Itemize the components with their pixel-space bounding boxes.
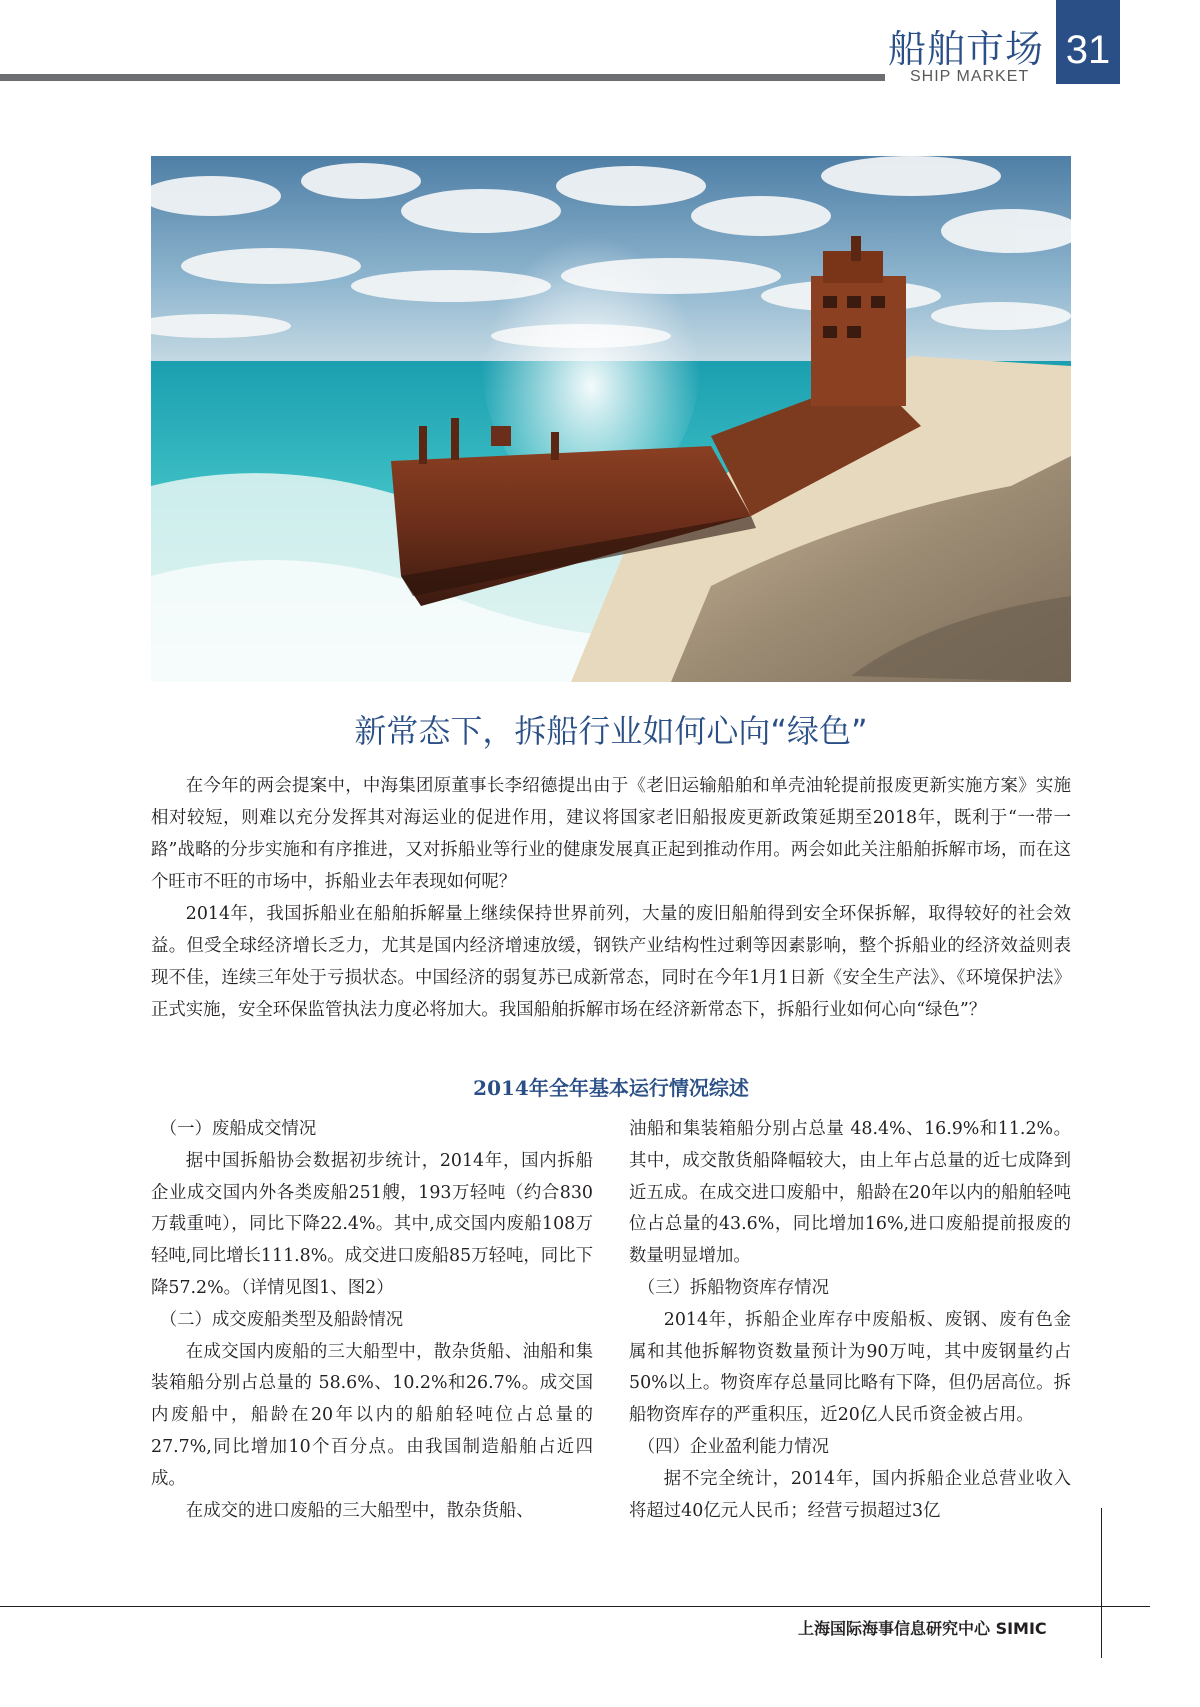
- article-title: 新常态下，拆船行业如何心向“绿色”: [354, 712, 868, 750]
- footer-rule: [0, 1606, 1150, 1607]
- article-intro: [151, 770, 1071, 1026]
- intro-paragraph: 在今年的两会提案中，中海集团原董事长李绍德提出由于《老旧运输船舶和单壳油轮提前报废更新实施方案》实施相对较短，则难以充分发挥其对海运业的促进作用，建议将国家老旧船报废更新政策延期至2018年，既利于“一带一路”战略的分步实施和有序推进，又对拆船业等行业的健康发展真正起到推动作用。两会如此关注船舶拆解市场，而在这个旺市不旺的市场中，拆船业去年表现如何呢？: [151, 776, 1071, 892]
- right-column: [629, 1114, 1071, 1527]
- page-number-box: [1056, 0, 1120, 84]
- section-title: 船舶市场: [888, 27, 1045, 71]
- body-paragraph: 2014年，拆船企业库存中废船板、废钢、废有色金属和其他拆解物资数量预计为90万吨，其中废钢量约占50%以上。物资库存总量同比略有下降，但仍居高位。拆船物资库存的严重积压，近20亿人民币资金被占用。: [629, 1309, 1071, 1426]
- body-paragraph: 据中国拆船协会数据初步统计，2014年，国内拆船企业成交国内外各类废船251艘，193万轻吨（约合830万载重吨），同比下降22.4%。其中,成交国内废船108万轻吨,同比增长111.8%。成交进口废船85万轻吨，同比下降57.2%。（详情见图1、图2）: [151, 1150, 593, 1298]
- subheading: （一）废船成交情况: [159, 1119, 317, 1139]
- left-column: [151, 1114, 593, 1527]
- footer-publisher: 上海国际海事信息研究中心 SIMIC: [798, 1619, 1047, 1638]
- body-paragraph: 油船和集装箱船分别占总量 48.4%、16.9%和11.2%。其中，成交散货船降幅较大，由上年占总量的近七成降到近五成。在成交进口废船中，船龄在20年以内的船舶轻吨位占总量的43.6%，同比增加16%,进口废船提前报废的数量明显增加。: [629, 1119, 1071, 1267]
- header-rule: [0, 74, 885, 81]
- subheading: （四）企业盈利能力情况: [637, 1436, 829, 1457]
- shipwreck-photo: [151, 156, 1071, 682]
- intro-paragraph: 2014年，我国拆船业在船舶拆解量上继续保持世界前列，大量的废旧船舶得到安全环保拆解，取得较好的社会效益。但受全球经济增长乏力，尤其是国内经济增速放缓，钢铁产业结构性过剩等因素影响，整个拆船业的经济效益则表现不佳，连续三年处于亏损状态。中国经济的弱复苏已成新常态，同时在今年1月1日新《安全生产法》、《环境保护法》正式实施，安全环保监管执法力度必将加大。我国船舶拆解市场在经济新常态下，拆船行业如何心向“绿色”？: [151, 904, 1071, 1020]
- body-paragraph: 在成交的进口废船的三大船型中，散杂货船、: [185, 1500, 534, 1521]
- section-subtitle: SHIP MARKET: [910, 68, 1030, 85]
- section-heading: 2014年全年基本运行情况综述: [473, 1076, 749, 1100]
- page-number: 31: [1065, 28, 1111, 72]
- body-paragraph: 在成交国内废船的三大船型中，散杂货船、油船和集装箱船分别占总量的 58.6%、10.2%和26.7%。成交国内废船中，船龄在20年以内的船舶轻吨位占总量的27.7%,同比增加10个百分点。由我国制造船舶占近四成。: [151, 1341, 593, 1489]
- subheading: （三）拆船物资库存情况: [637, 1277, 829, 1298]
- subheading: （二）成交废船类型及船龄情况: [159, 1309, 404, 1330]
- footer-divider-vertical: [1101, 1508, 1102, 1658]
- body-paragraph: 据不完全统计，2014年，国内拆船企业总营业收入将超过40亿元人民币；经营亏损超过3亿: [629, 1468, 1071, 1521]
